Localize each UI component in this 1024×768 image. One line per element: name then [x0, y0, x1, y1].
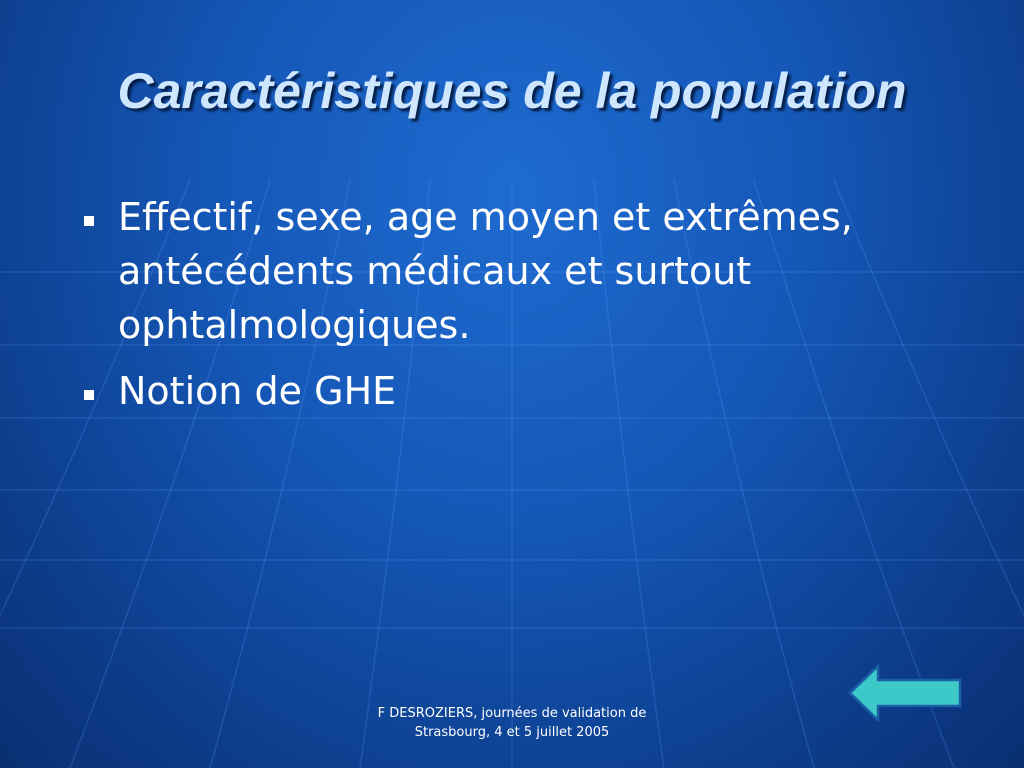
bullet-text: Effectif, sexe, age moyen et extrêmes, antécédents médicaux et surtout ophtalmologiques.: [118, 195, 853, 347]
bullet-list: [80, 190, 960, 430]
slide-title: Caractéristiques de la population: [117, 63, 907, 119]
bullet-text: Notion de GHE: [118, 369, 397, 413]
footer-line-1: F DESROZIERS, journées de validation de: [377, 706, 647, 721]
footer-line-2: Strasbourg, 4 et 5 juillet 2005: [414, 725, 610, 740]
bullet-item: [80, 190, 960, 352]
back-arrow-button[interactable]: [848, 664, 964, 722]
square-bullet-icon: [84, 390, 94, 400]
bullet-item: [80, 364, 960, 418]
slide-footer: [312, 704, 712, 742]
square-bullet-icon: [84, 216, 94, 226]
left-arrow-icon: [850, 666, 960, 720]
